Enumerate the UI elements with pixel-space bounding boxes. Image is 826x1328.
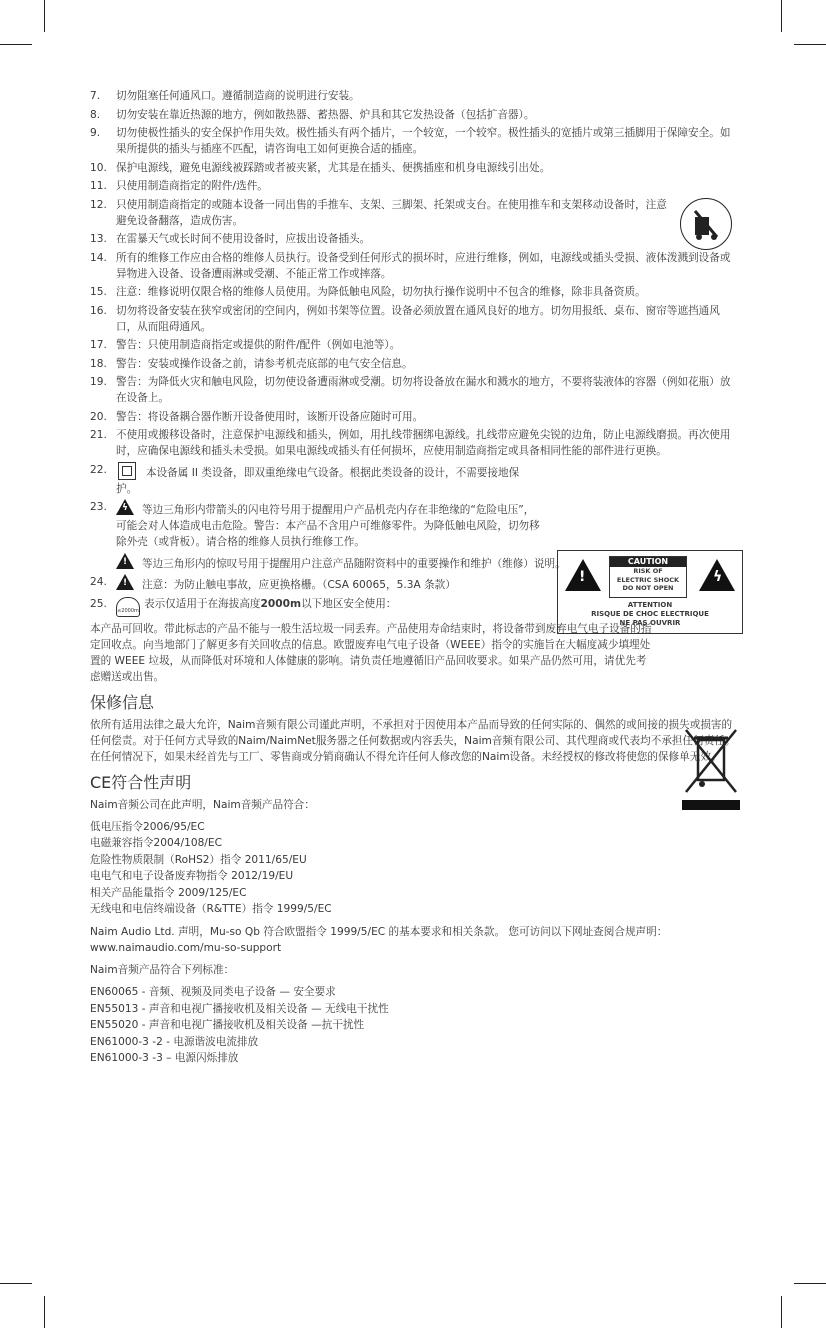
list-item: [90, 197, 740, 229]
weee-paragraph: 本产品可回收。带此标志的产品不能与一般生活垃圾一同丢弃。产品使用寿命结束时，将设备带到废弃电气电子设备的指定回收点。向当地部门了解更多有关回收点的信息。欧盟废弃电气电子设备（WEEE）指令的实施旨在大幅度减少填埋处置的 WEEE 垃圾，从而降低对环境和人体健康的影响。请负责任地遵循旧产品回收要求。如果产品仍然可用，请优先考虑赠送或出售。: [90, 622, 652, 683]
item-text: 切勿将设备安装在狭窄或密闭的空间内，例如书架等位置。设备必须放置在通风良好的地方。切勿用报纸、桌布、窗帘等遮挡通风口，从而阻碍通风。: [116, 304, 720, 333]
list-line: 电电气和电子设备废弃物指令 2012/19/EU: [90, 870, 294, 883]
list-item: [90, 107, 740, 123]
crop-mark: [44, 1296, 45, 1328]
list-item: [90, 337, 740, 353]
item-number: 22.: [90, 463, 107, 476]
item-text: 本设备属 II 类设备，即双重绝缘电气设备。根据此类设备的设计，不需要接地保护。: [116, 466, 520, 495]
item-number: 19.: [90, 376, 107, 388]
caution-fr-line: NE PAS OUVRIR: [619, 619, 681, 627]
lightning-warning-icon: ϟ: [116, 499, 134, 515]
item-number: 23.: [90, 501, 107, 513]
list-line: EN55020 - 声音和电视广播接收机及相关设备 —抗干扰性: [90, 1019, 365, 1032]
item-number: 7.: [90, 90, 101, 102]
item-text: 切勿阻塞任何通风口。遵循制造商的说明进行安装。: [116, 90, 360, 102]
list-line: EN61000-3 -2 - 电源谐波电流排放: [90, 1035, 259, 1048]
item-text: 只使用制造商指定的或随本设备一同出售的手推车、支架、三脚架、托架或支台。在使用推车和支架移动设备时，注意避免设备翻落，造成伤害。: [116, 198, 667, 227]
list-item: [90, 303, 740, 335]
class-ii-icon: [118, 462, 136, 480]
item-text: 只使用制造商指定的附件/选件。: [116, 180, 268, 192]
crop-mark: [794, 44, 826, 45]
safety-list: [90, 88, 740, 459]
caution-french: [558, 601, 742, 628]
item-text: 切勿使极性插头的安全保护作用失效。极性插头有两个插片，一个较宽，一个较窄。极性插头的宽插片或第三插脚用于保障安全。如果所提供的插头与插座不匹配，请咨询电工如何更换合适的插座。: [116, 127, 731, 155]
item-text: 切勿安装在靠近热源的地方，例如散热器、蓄热器、炉具和其它发热设备（包括扩音器）。: [116, 108, 535, 121]
item-text: 警告：为降低火灾和触电风险，切勿使设备遭雨淋或受潮。切勿将设备放在漏水和溅水的地方，不要将装液体的容器（例如花瓶）放在设备上。: [116, 376, 731, 404]
item-23: [90, 499, 740, 550]
item-text: 注意：维修说明仅限合格的维修人员使用。为降低触电风险，切勿执行操作说明中不包含的维修，除非具备资质。: [116, 286, 646, 298]
item-text: 所有的维修工作应由合格的维修人员执行。设备受到任何形式的损坏时，应进行维修，例如，电源线或插头受损、液体泼溅到设备或异物进入设备、设备遭雨淋或受潮、不能正常工作或摔落。: [116, 251, 731, 280]
item-text: 等边三角形内带箭头的闪电符号用于提醒用户产品机壳内存在非绝缘的“危险电压”，可能会对人体造成电击危险。警告：本产品不含用户可维修零件。为降低触电风险，切勿移除外壳（或背板）。请合格的维修人员执行维修工作。: [116, 504, 540, 548]
ce-intro: Naim音频公司在此声明，Naim音频产品符合：: [90, 798, 315, 811]
item-text: 警告：安装或操作设备之前，请参考机壳底部的电气安全信息。: [116, 357, 413, 370]
list-item: [90, 356, 740, 372]
weee-bar: [682, 800, 740, 810]
standards-list: [90, 984, 740, 1067]
caution-line: RISK OF: [633, 567, 663, 575]
list-line: 低电压指令2006/95/EC: [90, 820, 205, 833]
item-22: [90, 462, 740, 497]
caution-line: ELECTRIC SHOCK: [616, 575, 680, 584]
list-line: EN55013 - 声音和电视广播接收机及相关设备 — 无线电干扰性: [90, 1002, 389, 1015]
item-text: 不使用或搬移设备时，注意保护电源线和插头，例如，用扎线带捆绑电源线。扎线带应避免尖锐的边角，防止电源线磨损。再次使用时，应确保电源线和插头未受损。如果电源线或插头有任何损坏，应使用制造商指定或具备相同性能的部件进行更换。: [116, 429, 731, 457]
item-number: 25.: [90, 597, 107, 610]
item-text: 表示仅适用于在海拔高度: [144, 597, 261, 610]
list-item: [90, 160, 740, 176]
list-item: [90, 231, 740, 247]
exclamation-warning-icon: !: [116, 574, 134, 590]
item-text: 在雷暴天气或长时间不使用设备时，应拔出设备插头。: [116, 233, 371, 245]
item-number: 12.: [90, 198, 107, 211]
item-number: 17.: [90, 339, 107, 351]
list-line: EN60065 - 音频、视频及同类电子设备 — 安全要求: [90, 986, 336, 999]
item-number: 13.: [90, 233, 107, 245]
exclamation-warning-icon: !: [565, 559, 601, 591]
standards-intro: Naim音频产品符合下列标准：: [90, 964, 235, 977]
list-item: [90, 284, 740, 300]
ce-heading: CE符合性声明: [90, 772, 192, 792]
item-number: 11.: [90, 180, 107, 192]
caution-box: [609, 556, 687, 598]
item-number: 8.: [90, 108, 101, 121]
cart-warning-icon: [680, 198, 732, 250]
warranty-heading: 保修信息: [90, 692, 155, 712]
list-item: [90, 125, 740, 157]
item-number: 18.: [90, 357, 107, 370]
crop-mark: [44, 0, 45, 32]
altitude-icon-label: ≤2000m: [117, 607, 139, 614]
item-text: 注意：为防止触电事故，应更换格栅。（CSA 60065，5.3A 条款）: [142, 579, 456, 591]
ce-statement: Naim Audio Ltd. 声明，Mu-so Qb 符合欧盟指令 1999/5/EC 的基本要求和相关条款。 您可访问以下网址查阅合规声明：www.naimaudio.com/mu-so-support: [90, 926, 668, 955]
weee-bin-icon: [682, 726, 740, 810]
item-number: 21.: [90, 429, 107, 441]
item-text: 保护电源线，避免电源线被踩踏或者被夹紧，尤其是在插头、便携插座和机身电源线引出处。: [116, 161, 551, 174]
caution-fr-line: RISQUE DE CHOC ELECTRIQUE: [591, 610, 709, 618]
list-line: 相关产品能量指令 2009/125/EC: [90, 886, 247, 899]
item-text-suffix: 以下地区安全使用：: [301, 597, 397, 610]
directives-list: [90, 819, 740, 919]
item-number: 15.: [90, 286, 107, 298]
item-number: 16.: [90, 304, 107, 317]
list-item: [90, 178, 740, 194]
warranty-paragraph: 依所有适用法律之最大允许，Naim音频有限公司谨此声明，不承担对于因使用本产品而导致的任何实际的、偶然的或间接的损失或损害的任何偿责。对于任何方式导致的Naim/NaimNet服务器之任何数据或内容丢失，Naim音频有限公司、其代理商或代表均不承担任何责任。在任何情况下，如果未经首先与工厂、零售商或分销商确认不得允许任何人修改您的Naim设备。未经授权的修改将使您的保修单无效。: [90, 718, 736, 763]
list-item: [90, 409, 740, 425]
list-line: 电磁兼容指令2004/108/EC: [90, 837, 222, 850]
item-number: 10.: [90, 161, 107, 174]
list-line: EN61000-3 -3 – 电源闪烁排放: [90, 1052, 239, 1065]
exclamation-warning-icon: !: [116, 553, 134, 569]
list-item: [90, 88, 740, 104]
item-number: 14.: [90, 251, 107, 264]
altitude-value: 2000m: [260, 597, 302, 610]
caution-label: [557, 550, 743, 634]
item-number: 20.: [90, 410, 107, 423]
crop-mark: [781, 0, 782, 32]
crop-mark: [781, 1296, 782, 1328]
altitude-icon: [116, 597, 140, 617]
lightning-warning-icon: ϟ: [699, 559, 735, 591]
item-text: 警告：只使用制造商指定或提供的附件/配件（例如电池等）。: [116, 339, 401, 351]
crop-mark: [0, 44, 32, 45]
caution-fr-line: ATTENTION: [627, 601, 673, 609]
list-item: [90, 250, 740, 282]
caution-line: DO NOT OPEN: [622, 584, 674, 592]
list-line: 危险性物质限制（RoHS2）指令 2011/65/EU: [90, 853, 307, 866]
caution-title: CAUTION: [610, 557, 686, 567]
crop-mark: [0, 1283, 32, 1284]
item-number: 9.: [90, 127, 101, 139]
list-item: [90, 427, 740, 459]
item-text: 警告：将设备耦合器作断开设备使用时，该断开设备应随时可用。: [116, 410, 424, 423]
item-text: 等边三角形内的惊叹号用于提醒用户注意产品随附资料中的重要操作和维护（维修）说明。: [142, 557, 566, 570]
item-number: 24.: [90, 576, 107, 588]
list-item: [90, 374, 740, 406]
crop-mark: [794, 1283, 826, 1284]
list-line: 无线电和电信终端设备（R&TTE）指令 1999/5/EC: [90, 903, 332, 916]
